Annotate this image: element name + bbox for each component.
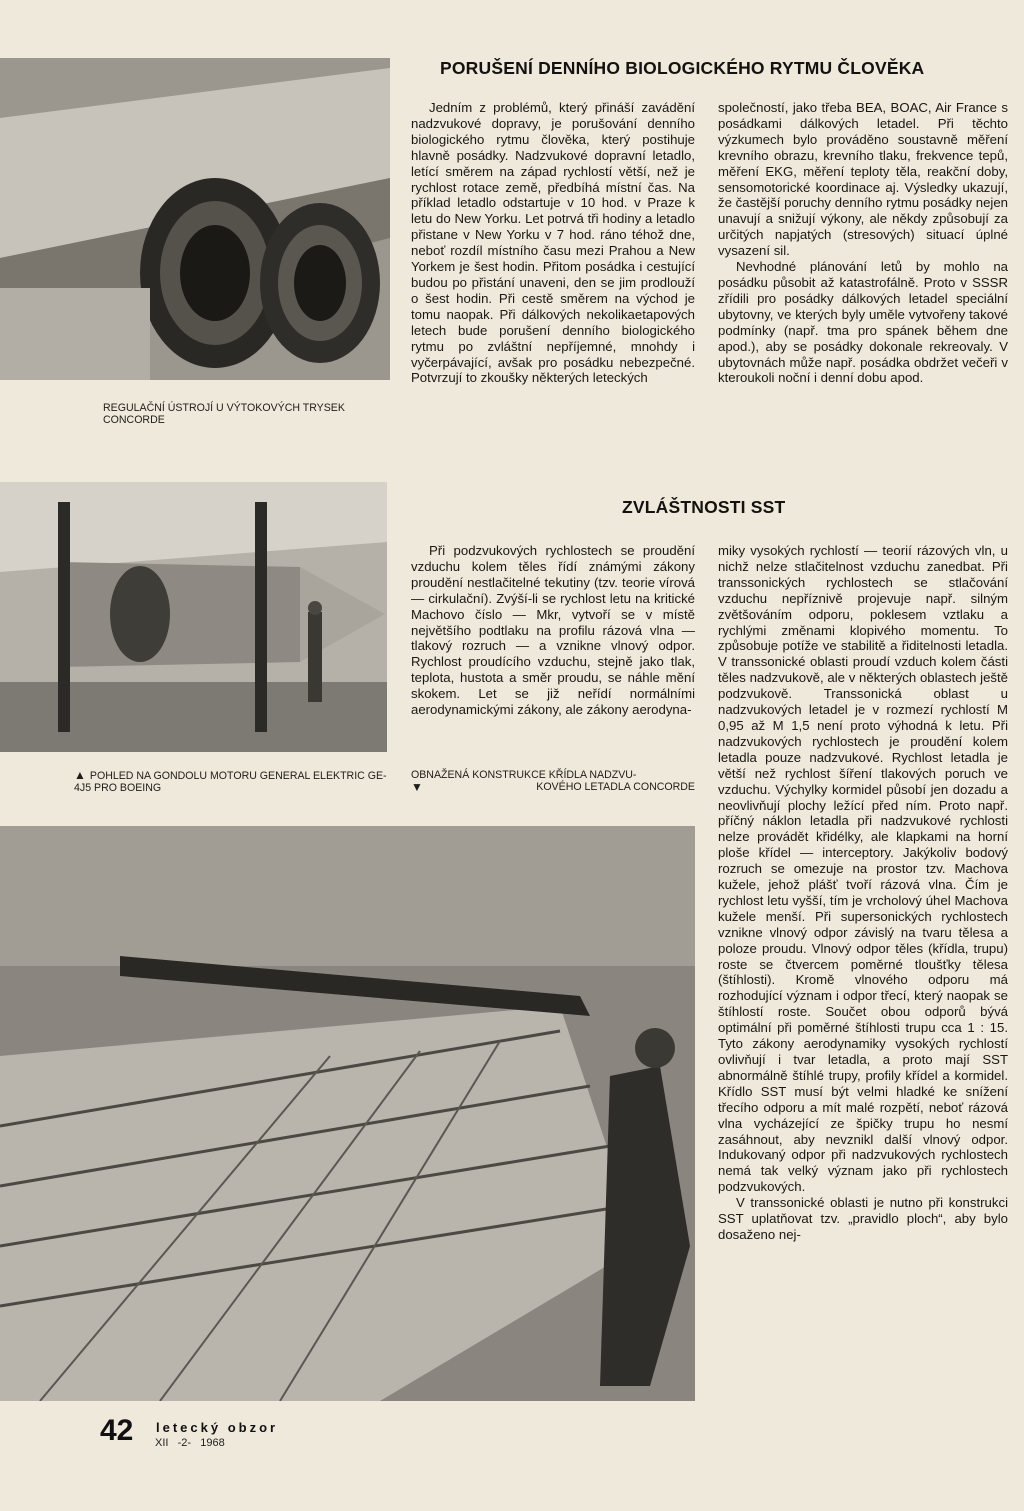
- article2-col1-text: Při podzvukových rychlostech se proudění vzduchu kolem těles řídí známými zákony proudění nestlačitelné tekutiny (tzv. teorie vírová — cirkulační). Zvýší-li se rychlost letu na kritické Machovo číslo — Mkr, vytvoří se v místě největšího podtlaku na profilu rázová vlna — tlakový rozruch — a vznikne vlnový odpor. Rychlost proudícího vzduchu, stejně jako tlak, teplota, hustota a směr proudu, se náhle mění skokem. Let se již neřídí normálními aerodynamickými zákony, ale zákony aerodyna-: [411, 543, 695, 718]
- article1-column-1: [411, 100, 695, 386]
- caption-engine-gondola-text: POHLED NA GONDOLU MOTORU GENERAL ELEKTRIC GE-4J5 PRO BOEING: [74, 770, 387, 794]
- article1-column-2: [718, 100, 1008, 386]
- headline-sst-features: ZVLÁŠTNOSTI SST: [622, 497, 786, 517]
- issue-info: XII -2- 1968: [155, 1437, 225, 1449]
- photo-wing-structure: [0, 826, 695, 1401]
- article1-col2-paragraph-2: Nevhodné plánování letů by mohlo na posádku působit až katastrofálně. Proto v SSSR zřídili pro posádky dálkových letadel speciální ubytovny, ve kterých byly uměle vytvořeny takové podmínky (např. tma pro spánek během dne apod.), aby se posádky dokonale rekreovaly. V ubytovnách může např. posádka obdržet večeři v kteroukoli noční i denní dobu apod.: [718, 259, 1008, 386]
- caption-nozzles: REGULAČNÍ ÚSTROJÍ U VÝTOKOVÝCH TRYSEK CONCORDE: [103, 402, 345, 426]
- headline-biological-rhythm: PORUŠENÍ DENNÍHO BIOLOGICKÉHO RYTMU ČLOVĚKA: [440, 58, 925, 78]
- magazine-title: letecký obzor: [156, 1420, 279, 1435]
- triangle-up-icon: ▲: [74, 768, 86, 782]
- caption-wing-structure-line-2: KOVÉHO LETADLA CONCORDE: [536, 780, 695, 793]
- article1-col1-text: Jedním z problémů, který přináší zavádění nadzvukové dopravy, je porušování denního biologického rytmu člověka, který postihuje hlavně posádky. Nadzvukové dopravní letadlo, letící směrem na západ rychlostí větší, než je rychlost rotace země, předbíhá místní čas. Na příklad letadlo odstartuje v 10 hod. v Praze k letu do New Yorku. Let potrvá tři hodiny a letadlo přistane v New Yorku v 7 hod. ráno téhož dne, neboť rozdíl místního času mezi Prahou a New Yorkem je šest hodin. Přitom posádka i cestující budou po přistání unaveni, den se jim prodlouží o šest hodin. Při cestě směrem na východ je tomu naopak. Při dálkových nekolikaetapových letech bude porušení denního biologického rytmu po zvláštní nepříjemné, mnohdy i vyčerpávající, avšak pro posádku nebezpečné. Potvrzují to zkoušky některých leteckých: [411, 100, 695, 386]
- caption-wing-structure-line-1: OBNAŽENÁ KONSTRUKCE KŘÍDLA NADZVU-: [411, 769, 637, 781]
- article2-column-1: [411, 543, 695, 718]
- caption-wing-structure: [411, 770, 695, 793]
- page-number: 42: [100, 1414, 134, 1447]
- photo-concorde-nozzles: [0, 58, 390, 380]
- triangle-down-icon: ▼: [411, 779, 423, 794]
- photo-engine-gondola: [0, 482, 387, 752]
- article1-col2-paragraph-1: společností, jako třeba BEA, BOAC, Air France s posádkami dálkových letadel. Při těchto výzkumech bylo prováděno soustavně měření krevního obrazu, krevního tlaku, frekvence tepů, měření EKG, měření teploty těla, reakční doby, sensomotorické koordinace aj. Výsledky ukazují, že častější poruchy denního rytmu posádky nejen unavují a snižují výkony, ale někdy způsobují za určitých napjatých (stresových) situací úplné vysazení sil.: [718, 100, 1008, 259]
- caption-engine-gondola: [74, 770, 389, 794]
- article2-col2-paragraph-1: miky vysokých rychlostí — teorií rázových vln, u nichž nelze stlačitelnost vzduchu zanedbat. Při transsonických rychlostech se stlačování vzduchu nepříznivě projevuje např. silným zvětšováním odporu, poklesem vztlaku a rychlými změnami klopivého momentu. To způsobuje potíže ve stabilitě a řiditelnosti letadla. V transsonické oblasti proudí vzduch kolem části těles nadzvukově, ale v některých oblastech ještě podzvukově. Transsonická oblast u nadzvukových letadel je v rozmezí rychlostí M 0,95 až M 1,5 není proto výhodná k letu. Při nadzvukových rychlostech je proudění kolem letadla pouze nadzvukové. Rychlost letadla je větší než rychlost šíření tlakových poruch ve vzduchu. Výchylky kormidel působí jen dozadu a neovlivňují plochy ležící před ním. Proto např. příčný náklon letadla při nadzvukové rychlosti nelze provádět křidélky, ale klapkami na horní ploše křídel — interceptory. Jakýkoliv bodový rozruch se omezuje na prostor tzv. Machova kužele, jehož plášť tvoří rázová vlna. Čím je rychlost letu vyšší, tím je vrcholový úhel Machova kužele menší. Při supersonických rychlostech vznikne vlnový odpor závislý na tvaru tělesa a poloze proudu. Vlnový odpor těles (křídla, trupu) roste se čtvercem poměrné tloušťky tělesa (štíhlosti). Kromě vlnového odporu má rozhodující význam i odpor třecí, který naopak se štíhlostí roste. Součet obou odporů bývá optimální při poměrné štíhlosti trupu cca 1 : 15. Tyto zákony aerodynamiky vysokých rychlostí ovlivňují i tvar letadla, a proto mají SST abnormálně štíhlé trupy, profily křídel a kormidel. Křídlo SST musí být velmi hladké ke snížení třecího odporu a mít malé rozpětí, neboť rázová vlna vycházející ze špičky trupu ho nesmí zasáhnout, aby nevznikl další vlnový odpor. Indukovaný odpor při nadzvukových rychlostech nemá tak velký význam jako při rychlostech podzvukových.: [718, 543, 1008, 1195]
- article2-column-2: [718, 543, 1008, 1243]
- article2-col2-paragraph-2: V transsonické oblasti je nutno při konstrukci SST uplatňovat tzv. „pravidlo ploch“, aby bylo dosaženo nej-: [718, 1195, 1008, 1242]
